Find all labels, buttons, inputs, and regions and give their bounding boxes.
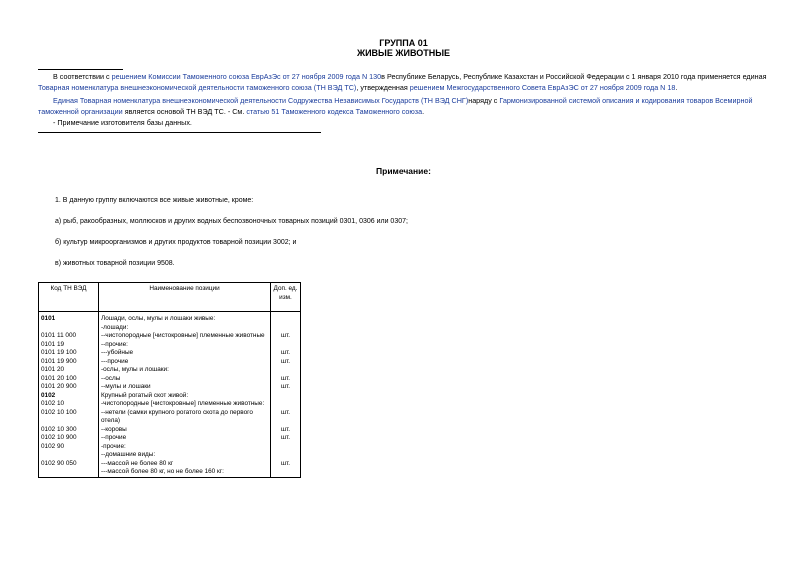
note-item: в) животных товарной позиции 9508. bbox=[55, 260, 175, 267]
group-title: ЖИВЫЕ ЖИВОТНЫЕ bbox=[356, 48, 451, 58]
table-row bbox=[39, 400, 301, 409]
cell-code: 0101 20 100 bbox=[39, 375, 99, 384]
cell-name: -прочие: bbox=[99, 443, 271, 452]
intro-text: является основой ТН ВЭД ТС. - См. bbox=[122, 106, 247, 116]
table-row bbox=[39, 358, 301, 367]
cell-unit: шт. bbox=[271, 460, 301, 469]
cell-code bbox=[39, 324, 99, 333]
cell-code: 0102 90 050 bbox=[39, 460, 99, 469]
cell-name: ---прочие bbox=[99, 358, 271, 367]
cell-unit bbox=[271, 392, 301, 401]
column-header-unit: Доп. ед. изм. bbox=[271, 283, 301, 312]
cell-name: --прочие: bbox=[99, 341, 271, 350]
tnved-table bbox=[38, 282, 301, 478]
cell-unit: шт. bbox=[271, 409, 301, 426]
cell-unit bbox=[271, 400, 301, 409]
table-row bbox=[39, 366, 301, 375]
table-row bbox=[39, 349, 301, 358]
intro-text: . bbox=[422, 106, 425, 116]
table-row bbox=[39, 324, 301, 333]
cell-name: ---убойные bbox=[99, 349, 271, 358]
table-row bbox=[39, 460, 301, 469]
table-row bbox=[39, 332, 301, 341]
cell-code: 0102 bbox=[39, 392, 99, 401]
cell-code bbox=[39, 468, 99, 477]
cell-code bbox=[39, 451, 99, 460]
cell-name: -лошади: bbox=[99, 324, 271, 333]
note-item: 1. В данную группу включаются все живые животные, кроме: bbox=[55, 197, 254, 204]
table-row bbox=[39, 341, 301, 350]
table-row bbox=[39, 443, 301, 452]
table-row bbox=[39, 451, 301, 460]
link-tnved-sng[interactable]: Единая Товарная номенклатура внешнеэкономической деятельности Содружества Независимых Государств (ТН ВЭД СНГ) bbox=[53, 96, 469, 105]
cell-name: ---массой не более 80 кг bbox=[99, 460, 271, 469]
table-row bbox=[39, 434, 301, 443]
note-item: а) рыб, ракообразных, моллюсков и других водных беспозвоночных товарных позиций 0301, 0306 или 0307; bbox=[55, 218, 408, 225]
intro-text: . bbox=[675, 82, 678, 92]
cell-name: Лошади, ослы, мулы и лошаки живые: bbox=[99, 312, 271, 324]
link-commission-decision[interactable]: решением Комиссии Таможенного союза ЕврАзЭс от 27 ноября 2009 года N 130 bbox=[111, 72, 382, 81]
group-number: ГРУППА 01 bbox=[379, 38, 428, 48]
cell-name: -чистопородные [чистокровные] племенные животные: bbox=[99, 400, 271, 409]
cell-name: Крупный рогатый скот живой: bbox=[99, 392, 271, 401]
cell-unit: шт. bbox=[271, 383, 301, 392]
cell-code: 0102 10 bbox=[39, 400, 99, 409]
cell-unit: шт. bbox=[271, 349, 301, 358]
cell-name: --прочие bbox=[99, 434, 271, 443]
cell-code: 0101 20 bbox=[39, 366, 99, 375]
cell-code: 0101 19 bbox=[39, 341, 99, 350]
cell-unit: шт. bbox=[271, 434, 301, 443]
cell-code: 0101 11 000 bbox=[39, 332, 99, 341]
cell-code: 0102 10 900 bbox=[39, 434, 99, 443]
cell-name: --мулы и лошаки bbox=[99, 383, 271, 392]
intro-paragraph-1 bbox=[38, 72, 773, 93]
cell-unit: шт. bbox=[271, 426, 301, 435]
cell-name: --коровы bbox=[99, 426, 271, 435]
cell-name: ---массой более 80 кг, но не более 160 кг: bbox=[99, 468, 271, 477]
column-header-code: Код ТН ВЭД bbox=[39, 283, 99, 312]
intro-paragraph-2 bbox=[38, 96, 773, 117]
separator-bottom bbox=[38, 132, 321, 133]
cell-unit bbox=[271, 324, 301, 333]
cell-unit: шт. bbox=[271, 375, 301, 384]
cell-unit: шт. bbox=[271, 358, 301, 367]
intro-text: В соответствии с bbox=[53, 72, 112, 81]
cell-name: -ослы, мулы и лошаки: bbox=[99, 366, 271, 375]
separator-top bbox=[38, 69, 123, 70]
note-item: б) культур микроорганизмов и других продуктов товарной позиции 3002; и bbox=[55, 239, 297, 246]
table-row bbox=[39, 468, 301, 477]
db-footnote: - Примечание изготовителя базы данных. bbox=[53, 118, 192, 127]
cell-unit bbox=[271, 312, 301, 324]
cell-unit bbox=[271, 443, 301, 452]
link-customs-code-article[interactable]: статью 51 Таможенного кодекса Таможенного союза bbox=[246, 106, 423, 116]
cell-unit bbox=[271, 366, 301, 375]
intro-text: в Республике Беларусь, Республике Казахстан и Российской Федерации с 1 января 2010 года применяется единая bbox=[381, 72, 767, 81]
table-header-row bbox=[39, 283, 301, 312]
table-row bbox=[39, 426, 301, 435]
cell-unit bbox=[271, 451, 301, 460]
cell-name: --ослы bbox=[99, 375, 271, 384]
link-harmonized-system[interactable]: Гармонизированной системой описания и кодирования товаров Всемирной таможенной организации bbox=[38, 96, 753, 116]
cell-code: 0101 bbox=[39, 312, 99, 324]
table-row bbox=[39, 312, 301, 324]
table-row bbox=[39, 392, 301, 401]
cell-unit bbox=[271, 341, 301, 350]
cell-code: 0101 20 900 bbox=[39, 383, 99, 392]
table-row bbox=[39, 383, 301, 392]
intro-text: наряду с bbox=[468, 96, 500, 105]
table-row bbox=[39, 409, 301, 426]
cell-code: 0102 90 bbox=[39, 443, 99, 452]
link-council-decision[interactable]: решением Межгосударственного Совета ЕврАзЭС от 27 ноября 2009 года N 18 bbox=[409, 82, 676, 92]
cell-code: 0101 19 900 bbox=[39, 358, 99, 367]
table-body bbox=[39, 312, 301, 478]
cell-code: 0102 10 100 bbox=[39, 409, 99, 426]
cell-name: --чистопородные [чистокровные] племенные животные bbox=[99, 332, 271, 341]
column-header-name: Наименование позиции bbox=[99, 283, 271, 312]
cell-code: 0101 19 100 bbox=[39, 349, 99, 358]
note-heading: Примечание: bbox=[376, 166, 431, 176]
cell-name: --домашние виды: bbox=[99, 451, 271, 460]
cell-unit: шт. bbox=[271, 332, 301, 341]
cell-unit bbox=[271, 468, 301, 477]
cell-code: 0102 10 300 bbox=[39, 426, 99, 435]
table-row bbox=[39, 375, 301, 384]
intro-text: , утвержденная bbox=[356, 82, 410, 92]
link-tnved-ts[interactable]: Товарная номенклатура внешнеэкономической деятельности таможенного союза (ТН ВЭД ТС) bbox=[38, 82, 357, 92]
cell-name: --нетели (самки крупного рогатого скота до первого отела) bbox=[99, 409, 271, 426]
